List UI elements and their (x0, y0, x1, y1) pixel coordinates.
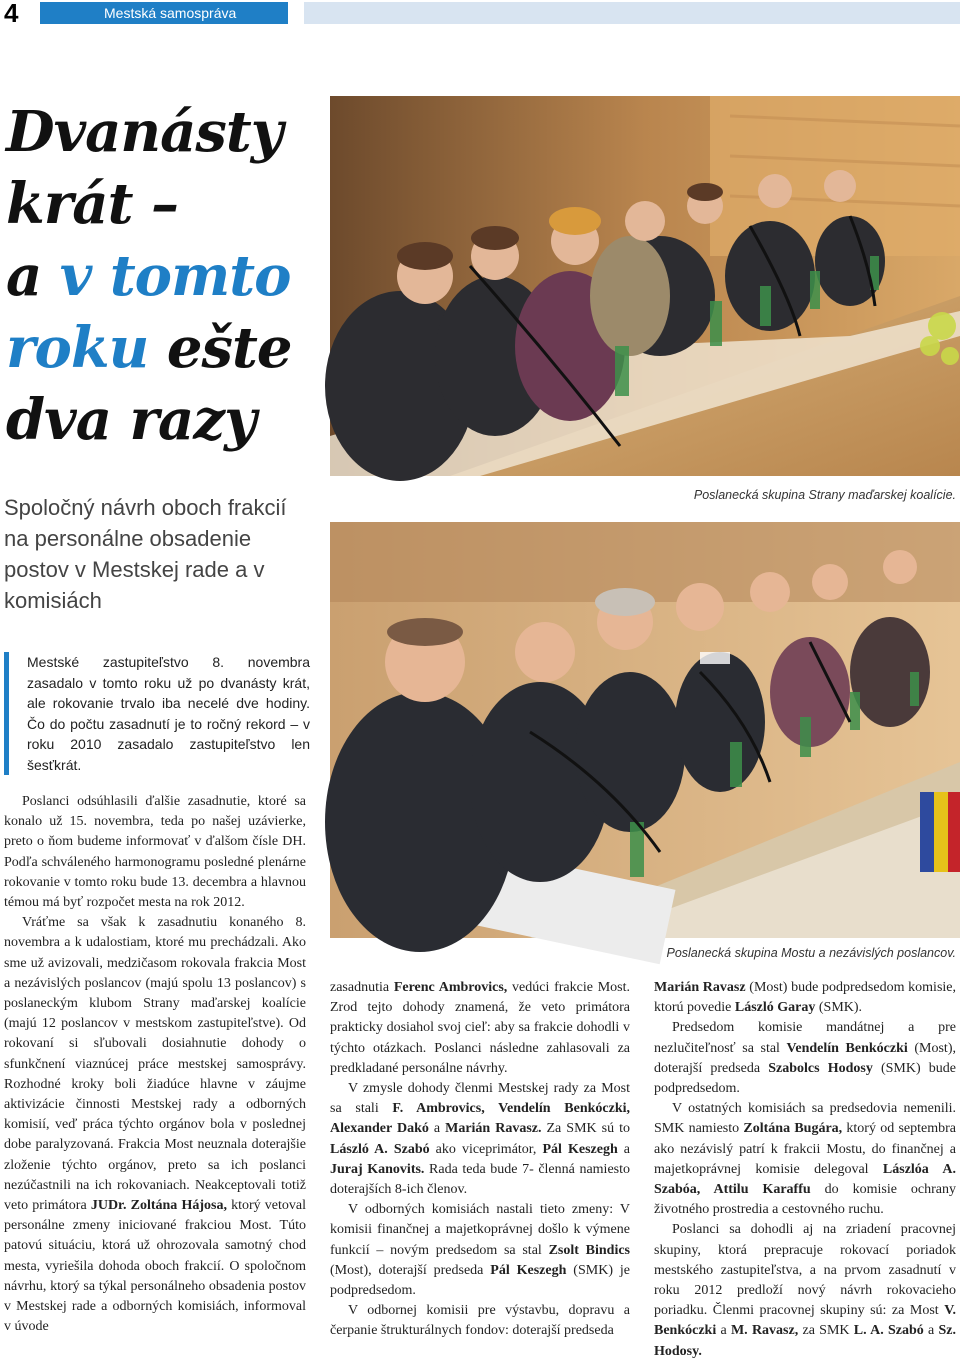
text-column-3 (654, 978, 956, 1362)
text-column-1 (4, 792, 306, 1337)
col3-paragraph-1: Marián Ravasz (Most) bude podpredsedom komisie, ktorú povedie László Garay (SMK). (654, 980, 956, 1016)
headline-line-3a: a (6, 243, 60, 309)
headline-line-4a: roku (6, 315, 149, 381)
headline-line-2: krát – (6, 171, 178, 237)
photo-caption-1: Poslanecká skupina Strany maďarskej koalície. (693, 488, 956, 502)
article-lead: Mestské zastupiteľstvo 8. novembra zasadalo v tomto roku už po dvanásty krát, ale rokovanie trvalo iba necelé dve hodiny. Čo do počtu zasadnutí je to ročný rekord – v roku 2010 zasadalo zastupiteľstvo len šesťkrát. (4, 652, 310, 775)
col3-paragraph-4: Poslanci sa dohodli aj na zriadení pracovnej skupiny, ktorá prepracuje rokovací poriadok mestského zastupiteľstva, a na prvom zasadnutí v roku 2012 predloží nový návrh rokovacieho poriadku. Členmi pracovnej skupiny sú: za Most V. Benkóczki a M. Ravasz, za SMK L. A. Szabó a Sz. Hodosy. (654, 1222, 956, 1359)
article-headline (6, 96, 326, 456)
col1-paragraph-2: Vráťme sa však k zasadnutiu konaného 8. novembra a k udalostiam, ktoré mu prechádzali. Ako sme už avizovali, medzičasom rokovala frakcia Most a nezávislých poslancov (majú spolu 13 poslancov) s poslaneckým klubom Strany maďarskej koalície (majú 12 poslancov v mestskom zastupiteľstve). Od rokovaní si sľubovali dosiahnutie dohody o sfunkčnení viaznúcej práce mestskej samosprávy. Rozhodné kroky boli žiadúce hlavne v záujme aktivizácie činnosti Mestskej rady a odborných komisií, veď práca týchto orgánov bola v poslednej dobe paralyzovaná. Frakcia Most neuznala doterajšie zloženie týchto orgánov, preto sa ich poslanci nezúčastnili na ich rokovaniach. Neakceptovali totiž veto primátora JUDr. Zoltána Hájosa, ktorý vetoval personálne zmeny iniciované frakciou Most. Túto patovú situáciu, ktorá už ohrozovala samotný chod mesta, vyriešila dohoda oboch frakcií. O spoločnom návrhu, ktorý sa týkal personálneho obsadenia postov v Mestskej rade a odborných komisiách, informoval v úvode (4, 915, 307, 1335)
col3-paragraph-3: V ostatných komisiách sa predsedovia nemenili. SMK namiesto Zoltána Bugára, ktorý od septembra ako nezávislý patrí k frakcii Mostu, do finančnej a majetkoprávnej komisie delegoval Lászlóa A. Szabóa, Attilu Karaffu do komisie ochrany životného prostredia a cestovného ruchu. (654, 1101, 956, 1218)
col2-paragraph-1: zasadnutia Ferenc Ambrovics, vedúci frakcie Most. Zrod tejto dohody znamená, že veto primátora prakticky dosiahol svoj cieľ: aby sa frakcie dohodli v týchto otázkach. Poslanci následne zahlasovali za predkladané personálne návrhy. (330, 980, 630, 1076)
headline-line-1: Dvanásty (6, 99, 283, 165)
col3-paragraph-2: Predsedom komisie mandátnej a pre nezlučiteľnosť sa stal Vendelín Benkóczki (Most), doterajší predseda Szabolcs Hodosy (SMK) bude podpredsedom. (654, 1020, 956, 1097)
page-number: 4 (4, 0, 19, 28)
headline-line-4b: ešte (148, 315, 292, 381)
photo-smk-group (330, 96, 960, 476)
section-label: Mestská samospráva (40, 2, 288, 24)
photo-most-group (330, 522, 960, 938)
header-strip (304, 2, 960, 24)
article-subtitle: Spoločný návrh oboch frakcií na personálne obsadenie postov v Mestskej rade a v komisiách (4, 495, 287, 613)
text-column-2 (330, 978, 630, 1342)
col2-paragraph-3: V odborných komisiách nastali tieto zmeny: V komisii finančnej a majetkoprávnej došlo k výmene funkcií – novým predsedom sa stal Zsolt Bindics (Most), doterajší predseda Pál Keszegh (SMK) je podpredsedom. (330, 1202, 630, 1299)
col2-paragraph-4: V odbornej komisii pre výstavbu, dopravu a čerpanie štrukturálnych fondov: doterajší predseda (330, 1303, 630, 1339)
col1-paragraph-1: Poslanci odsúhlasili ďalšie zasadnutie, ktoré sa konalo už 15. novembra, teda po našej uzávierke, preto o ňom budeme informovať v ďalšom čísle DH. Podľa schváleného harmonogramu posledné plenárne rokovanie v tomto roku bude 13. decembra a hlavnou témou má byť rozpočet mesta na rok 2012. (4, 794, 306, 911)
headline-line-5: dva razy (6, 387, 256, 453)
headline-line-3b: v tomto (59, 243, 291, 309)
photo-caption-2: Poslanecká skupina Mostu a nezávislých poslancov. (666, 946, 956, 960)
col2-paragraph-2: V zmysle dohody členmi Mestskej rady za Most sa stali F. Ambrovics, Vendelín Benkóczki, Alexander Dakó a Marián Ravasz. Za SMK sú to László A. Szabó ako viceprimátor, Pál Keszegh a Juraj Kanovits. Rada teda bude 7- členná namiesto doterajších 8-ich členov. (330, 1081, 630, 1198)
